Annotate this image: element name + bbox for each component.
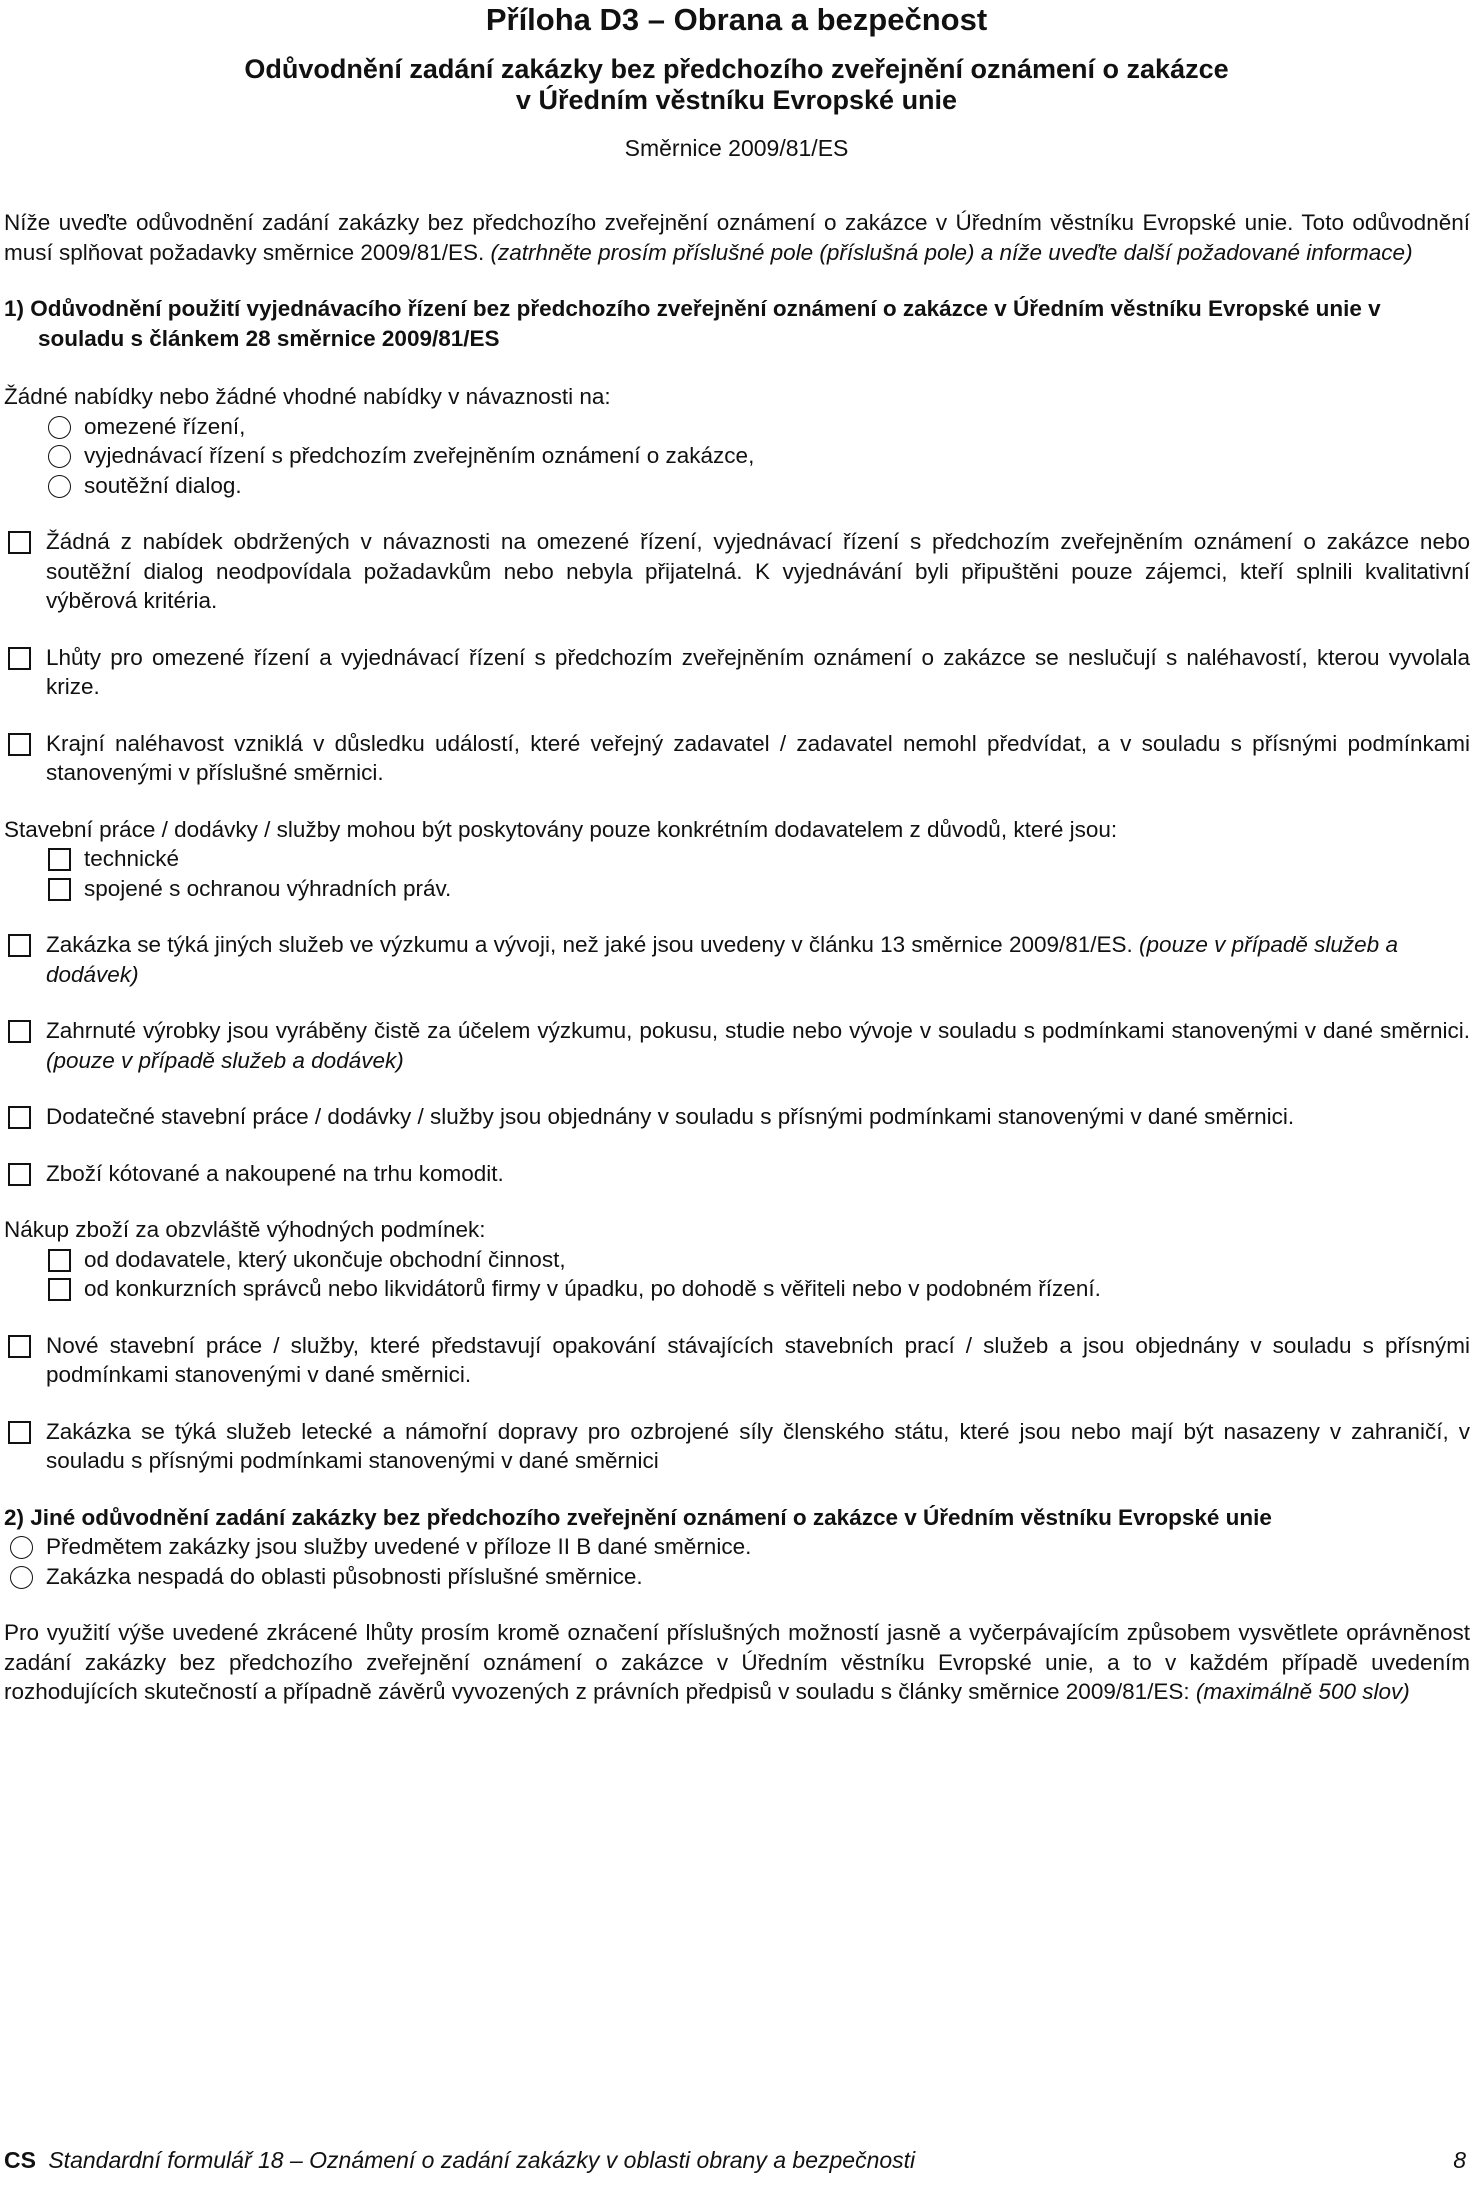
- option-text: Zakázka se týká služeb letecké a námořní dopravy pro ozbrojené síly členského státu, které jsou nebo mají být nasazeny v zahraničí, v souladu s přísnými podmínkami stanovenými v dané směrnici: [46, 1418, 1470, 1473]
- option-technical[interactable]: [4, 844, 1470, 874]
- radio-button[interactable]: [48, 445, 71, 468]
- checkbox[interactable]: [8, 1163, 31, 1186]
- checkbox[interactable]: [8, 1106, 31, 1129]
- option-research-services[interactable]: [4, 930, 1470, 989]
- option-note: (pouze v případě služeb a dodávek): [46, 1047, 404, 1073]
- option-crisis-deadlines[interactable]: [4, 643, 1470, 702]
- form-name: Standardní formulář 18 – Oznámení o zadání zakázky v oblasti obrany a bezpečnosti: [48, 2147, 916, 2173]
- section-1-heading: 1) Odůvodnění použití vyjednávacího řízení bez předchozího zveřejnění oznámení o zakázce v Úředním věstníku Evropské unie v souladu s článkem 28 směrnice 2009/81/ES: [4, 296, 1381, 351]
- option-repetition-works[interactable]: [4, 1331, 1470, 1390]
- option-text: Nové stavební práce / služby, které představují opakování stávajících stavebních prací / služeb a jsou objednány v souladu s přísnými podmínkami stanovenými v dané směrnici.: [46, 1332, 1470, 1387]
- option-label: soutěžní dialog.: [84, 472, 242, 498]
- option-text: Žádná z nabídek obdržených v návaznosti na omezené řízení, vyjednávací řízení s předchozím zveřejněním oznámení o zakázce nebo soutěžní dialog neodpovídala požadavkům nebo nebyla přijatelná. K vyjednávání byli připuštěni pouze zájemci, kteří splnili kvalitativní výběrová kritéria.: [46, 529, 1470, 613]
- subtitle-line-1: Odůvodnění zadání zakázky bez předchozího zveřejnění oznámení o zakázce: [244, 54, 1229, 84]
- option-text: Zakázka se týká jiných služeb ve výzkumu a vývoji, než jaké jsou uvedeny v článku 13 směrnice 2009/81/ES.: [46, 932, 1140, 957]
- option-commodity-market[interactable]: [4, 1159, 1470, 1189]
- radio-button[interactable]: [48, 416, 71, 439]
- option-exclusive-rights[interactable]: [4, 874, 1470, 904]
- option-label: od dodavatele, který ukončuje obchodní činnost,: [84, 1246, 566, 1272]
- no-offers-options: [4, 412, 1470, 501]
- document-header: [0, 4, 1473, 162]
- closing-note: (maximálně 500 slov): [1195, 1679, 1410, 1704]
- option-text: Zahrnuté výrobky jsou vyráběny čistě za účelem výzkumu, pokusu, studie nebo vývoje v souladu s podmínkami stanovenými v dané směrnici.: [46, 1018, 1470, 1043]
- option-label: Předmětem zakázky jsou služby uvedené v příloze II B dané směrnice.: [46, 1534, 752, 1559]
- option-label: od konkurzních správců nebo likvidátorů firmy v úpadku, po dohodě s věřiteli nebo v podobném řízení.: [84, 1276, 1101, 1301]
- option-additional-works[interactable]: [4, 1102, 1470, 1132]
- option-competitive-dialogue[interactable]: [4, 471, 1470, 501]
- option-negotiated-with-notice[interactable]: [4, 441, 1470, 471]
- option-annex-iib-services[interactable]: [4, 1532, 1470, 1562]
- checkbox[interactable]: [48, 878, 71, 901]
- checkbox[interactable]: [8, 647, 31, 670]
- form-content: [4, 208, 1470, 1707]
- language-code: CS: [4, 2147, 36, 2173]
- closing-paragraph: [4, 1618, 1470, 1707]
- option-note: (pouze v případě služeb a dodávek): [46, 932, 1398, 987]
- option-research-products[interactable]: [4, 1016, 1470, 1075]
- checkbox[interactable]: [48, 848, 71, 871]
- option-label: Zakázka nespadá do oblasti působnosti příslušné směrnice.: [46, 1563, 643, 1589]
- intro-note: (zatrhněte prosím příslušné pole (příslušná pole) a níže uveďte další požadované informace): [490, 239, 1413, 265]
- option-winding-up-supplier[interactable]: [4, 1245, 1470, 1275]
- specific-supplier-options: [4, 844, 1470, 903]
- intro-paragraph: [4, 208, 1470, 267]
- checkbox[interactable]: [8, 1020, 31, 1043]
- annex-title: Příloha D3 – Obrana a bezpečnost: [485, 2, 988, 37]
- option-text: Lhůty pro omezené řízení a vyjednávací řízení s předchozím zveřejněním oznámení o zakázce se neslučují s naléhavostí, kterou vyvolala krize.: [46, 644, 1470, 699]
- option-label: technické: [84, 846, 180, 871]
- option-label: omezené řízení,: [84, 413, 246, 439]
- page-number: 8: [1453, 2147, 1466, 2173]
- subtitle-line-2: v Úředním věstníku Evropské unie: [515, 85, 958, 115]
- closing-text: Pro využití výše uvedené zkrácené lhůty prosím kromě označení příslušných možností jasně a vyčerpávajícím způsobem vysvětlete oprávněnost zadání zakázky bez předchozího zveřejnění oznámení o zakázce v Úředním věstníku Evropské unie, a to v každém případě uvedením rozhodujících skutečností a případně závěrů vyvozených z právních předpisů v souladu s články směrnice 2009/81/ES:: [4, 1620, 1470, 1704]
- option-insolvency-receiver[interactable]: [4, 1274, 1470, 1304]
- option-label: vyjednávací řízení s předchozím zveřejněním oznámení o zakázce,: [84, 443, 755, 468]
- specific-supplier-lead: Stavební práce / dodávky / služby mohou být poskytovány pouze konkrétním dodavatelem z důvodů, které jsou:: [4, 816, 1118, 842]
- option-text: Dodatečné stavební práce / dodávky / služby jsou objednány v souladu s přísnými podmínkami stanovenými v dané směrnici.: [46, 1104, 1295, 1129]
- checkbox[interactable]: [48, 1278, 71, 1301]
- checkbox[interactable]: [8, 934, 31, 957]
- option-text: Krajní naléhavost vzniklá v důsledku událostí, které veřejný zadavatel / zadavatel nemohl předvídat, a v souladu s přísnými podmínkami stanovenými v příslušné směrnici.: [46, 730, 1470, 785]
- option-irregular-offers[interactable]: [4, 527, 1470, 616]
- directive-label: Směrnice 2009/81/ES: [624, 135, 849, 161]
- checkbox[interactable]: [8, 1421, 31, 1444]
- option-restricted-procedure[interactable]: [4, 412, 1470, 442]
- checkbox[interactable]: [8, 1335, 31, 1358]
- purchase-lead: Nákup zboží za obzvláště výhodných podmínek:: [4, 1217, 486, 1242]
- checkbox[interactable]: [48, 1249, 71, 1272]
- checkbox[interactable]: [8, 733, 31, 756]
- section-2-options: [4, 1532, 1470, 1591]
- checkbox[interactable]: [8, 531, 31, 554]
- section-2-heading: 2) Jiné odůvodnění zadání zakázky bez předchozího zveřejnění oznámení o zakázce v Úředním věstníku Evropské unie: [4, 1504, 1272, 1530]
- purchase-options: [4, 1245, 1470, 1304]
- page-footer: [4, 2145, 1470, 2175]
- option-air-maritime-transport[interactable]: [4, 1417, 1470, 1476]
- radio-button[interactable]: [10, 1566, 33, 1589]
- option-text: Zboží kótované a nakoupené na trhu komodit.: [46, 1160, 504, 1186]
- option-extreme-urgency[interactable]: [4, 729, 1470, 788]
- intro-text: Níže uveďte odůvodnění zadání zakázky bez předchozího zveřejnění oznámení o zakázce v Úředním věstníku Evropské unie. Toto odůvodnění musí splňovat požadavky směrnice 2009/81/ES.: [4, 210, 1470, 265]
- option-label: spojené s ochranou výhradních práv.: [84, 875, 452, 901]
- no-offers-lead: Žádné nabídky nebo žádné vhodné nabídky v návaznosti na:: [4, 384, 611, 409]
- radio-button[interactable]: [10, 1536, 33, 1559]
- option-outside-scope[interactable]: [4, 1562, 1470, 1592]
- annex-subtitle: [0, 54, 1473, 116]
- radio-button[interactable]: [48, 475, 71, 498]
